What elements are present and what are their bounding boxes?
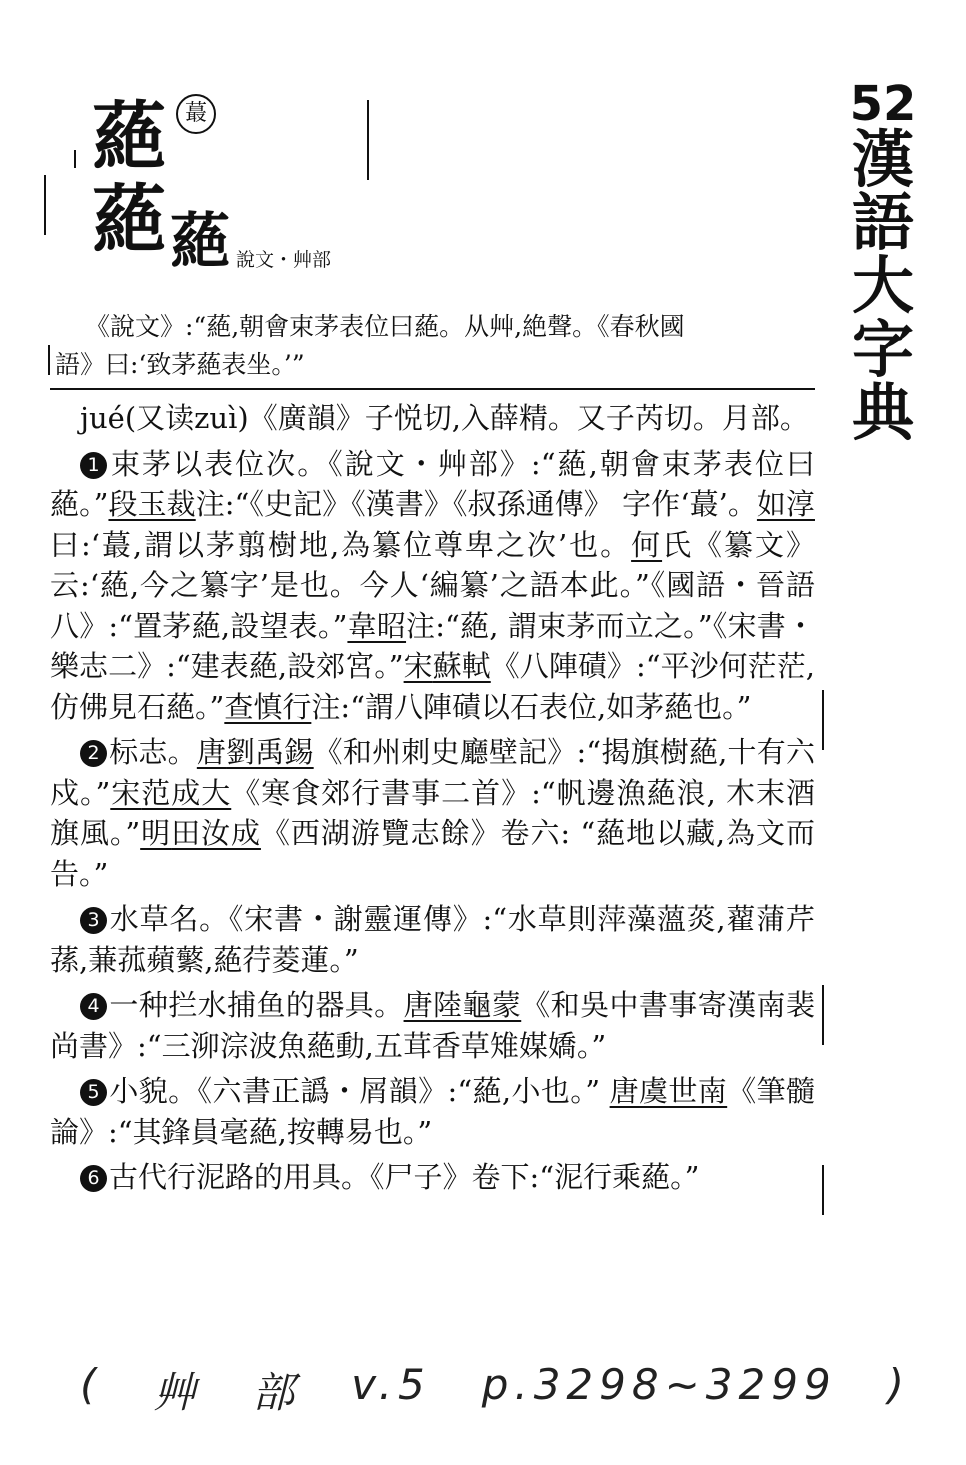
proper-name: 范成大	[141, 775, 232, 810]
sense-2	[50, 732, 815, 894]
proper-name: 明	[140, 816, 172, 850]
sense-text: 小貌。《六書正譌・屑韻》:“蕝,小也。”	[109, 1074, 610, 1108]
hand-token: (	[80, 1360, 103, 1409]
sense-text: 《和吳中書事寄漢南裴尚書》:“三泖淙波魚蕝動,五茸香草雉媒嬌。”	[50, 988, 815, 1063]
sense-6	[50, 1157, 815, 1198]
sense-text: 《八陣磧》:“平沙何茫茫,仿佛見石蕝。”	[50, 649, 815, 724]
shuowen-quote-line: 語》曰:‘致茅蕝表坐。’”	[55, 350, 305, 379]
proper-name: 陸龜蒙	[432, 988, 522, 1022]
proper-name: 蘇軾	[432, 649, 491, 683]
sense-text: 《和州刺史廳壁記》:“揭旗樹蕝,十有六戍。”	[50, 735, 815, 810]
proper-name: 虞世南	[639, 1074, 728, 1108]
scan-mark	[822, 1165, 824, 1215]
proper-name: 田汝成	[171, 816, 261, 850]
sense-text: 标志。	[109, 735, 197, 769]
proper-name: 唐	[403, 988, 433, 1022]
sense-4	[50, 985, 815, 1066]
seal-script-glyph: 蕝	[170, 207, 224, 277]
scan-mark	[822, 690, 824, 750]
shuowen-quote	[55, 308, 815, 384]
sense-text: 氏《纂文》云:‘蕝,今之纂字’是也。今人‘編纂’之語本此。”《國語・晉語八》:“置茅蕝,設望表。”	[50, 527, 815, 643]
title-char: 漢	[851, 123, 914, 196]
definition-body	[50, 398, 815, 1203]
sense-text: 注:“《史記》《漢書》《叔孫通傳》 字作‘蕞’。	[195, 487, 757, 521]
sense-text: 古代行泥路的用具。《尸子》卷下:“泥行乘蕝。”	[109, 1160, 700, 1194]
proper-name: 韋昭	[347, 608, 407, 643]
sense-text: 《寒食郊行書事二首》:“帆邊漁蕝浪, 木末酒旗風。”	[50, 775, 815, 850]
variant-character-circled: 蕞	[176, 94, 216, 134]
sense-text: 注:“謂八陣磧以石表位,如茅蕝也。”	[311, 689, 752, 724]
sense-5	[50, 1071, 815, 1152]
hand-token: v.5	[351, 1360, 431, 1409]
shuowen-quote-line: 《說文》:“蕝,朝會束茅表位曰蕝。从艸,絶聲。《春秋國	[85, 312, 685, 341]
hand-token: )	[887, 1360, 910, 1409]
sense-number-badge: 6	[80, 1165, 107, 1192]
title-char: 典	[851, 375, 914, 449]
proper-name: 劉禹錫	[226, 735, 314, 769]
sense-number-badge: 1	[80, 452, 107, 479]
proper-name: 宋	[110, 775, 142, 810]
sense-text: 注:“蕝, 謂束茅而立之。”《宋書・樂志二》:“建表蕝,設郊宮。”	[50, 608, 816, 683]
title-char: 語	[851, 186, 914, 260]
sense-number-badge: 5	[80, 1079, 107, 1106]
hand-token: 艸	[153, 1368, 202, 1417]
sense-number-badge: 4	[80, 993, 107, 1020]
title-char: 字	[851, 312, 914, 386]
sense-text: 《西湖游覽志餘》卷六: “蕝地以藏,為文而告。”	[50, 816, 815, 891]
proper-name: 如淳	[756, 487, 815, 521]
pronunciation: jué(又读zuì)《廣韻》子悦切,入薛精。又子芮切。月部。	[80, 401, 809, 435]
seal-source-note: 說文・艸部	[236, 249, 332, 271]
scan-mark	[822, 985, 824, 1045]
senses-list	[50, 444, 815, 1198]
head-character: 蕝	[92, 94, 166, 180]
handwritten-note	[80, 1360, 910, 1420]
proper-name: 何	[631, 527, 663, 562]
scan-mark	[44, 175, 46, 235]
sense-text: 束茅以表位次。《說文・艸部》:“蕝,朝會束茅表位曰蕝。”	[50, 446, 815, 521]
sense-3	[50, 899, 815, 980]
title-char: 大	[851, 249, 914, 323]
sense-1	[50, 444, 815, 728]
hand-token: p.3298~3299	[481, 1360, 837, 1409]
hand-token: 部	[252, 1368, 301, 1417]
scan-line-divider	[367, 100, 369, 180]
proper-name: 宋	[403, 649, 433, 683]
sense-number-badge: 2	[80, 740, 107, 767]
scan-mark	[74, 150, 76, 168]
page-number: 52	[849, 76, 917, 132]
sense-text: 《筆髓論》:“其鋒員毫蕝,按轉易也。”	[50, 1074, 815, 1149]
volume-title	[843, 76, 923, 449]
proper-name: 唐	[196, 735, 227, 769]
sense-text: 水草名。《宋書・謝靈運傳》:“水草則萍藻薀菼,藋蒲芹蓀,蒹菰蘋蘩,蕝荇菱蓮。”	[50, 902, 815, 977]
sense-text: 曰:‘蕞,謂以茅翦樹地,為纂位尊卑之次’也。	[50, 527, 632, 562]
proper-name: 查慎行	[224, 689, 312, 724]
sense-text: 一种拦水捕鱼的器具。	[109, 988, 404, 1022]
head-character-variant: 蕝	[92, 177, 166, 263]
proper-name: 唐	[609, 1074, 640, 1108]
section-divider	[50, 388, 815, 390]
scan-mark	[48, 345, 50, 375]
proper-name: 段玉裁	[108, 487, 196, 521]
sense-number-badge: 3	[80, 907, 107, 934]
